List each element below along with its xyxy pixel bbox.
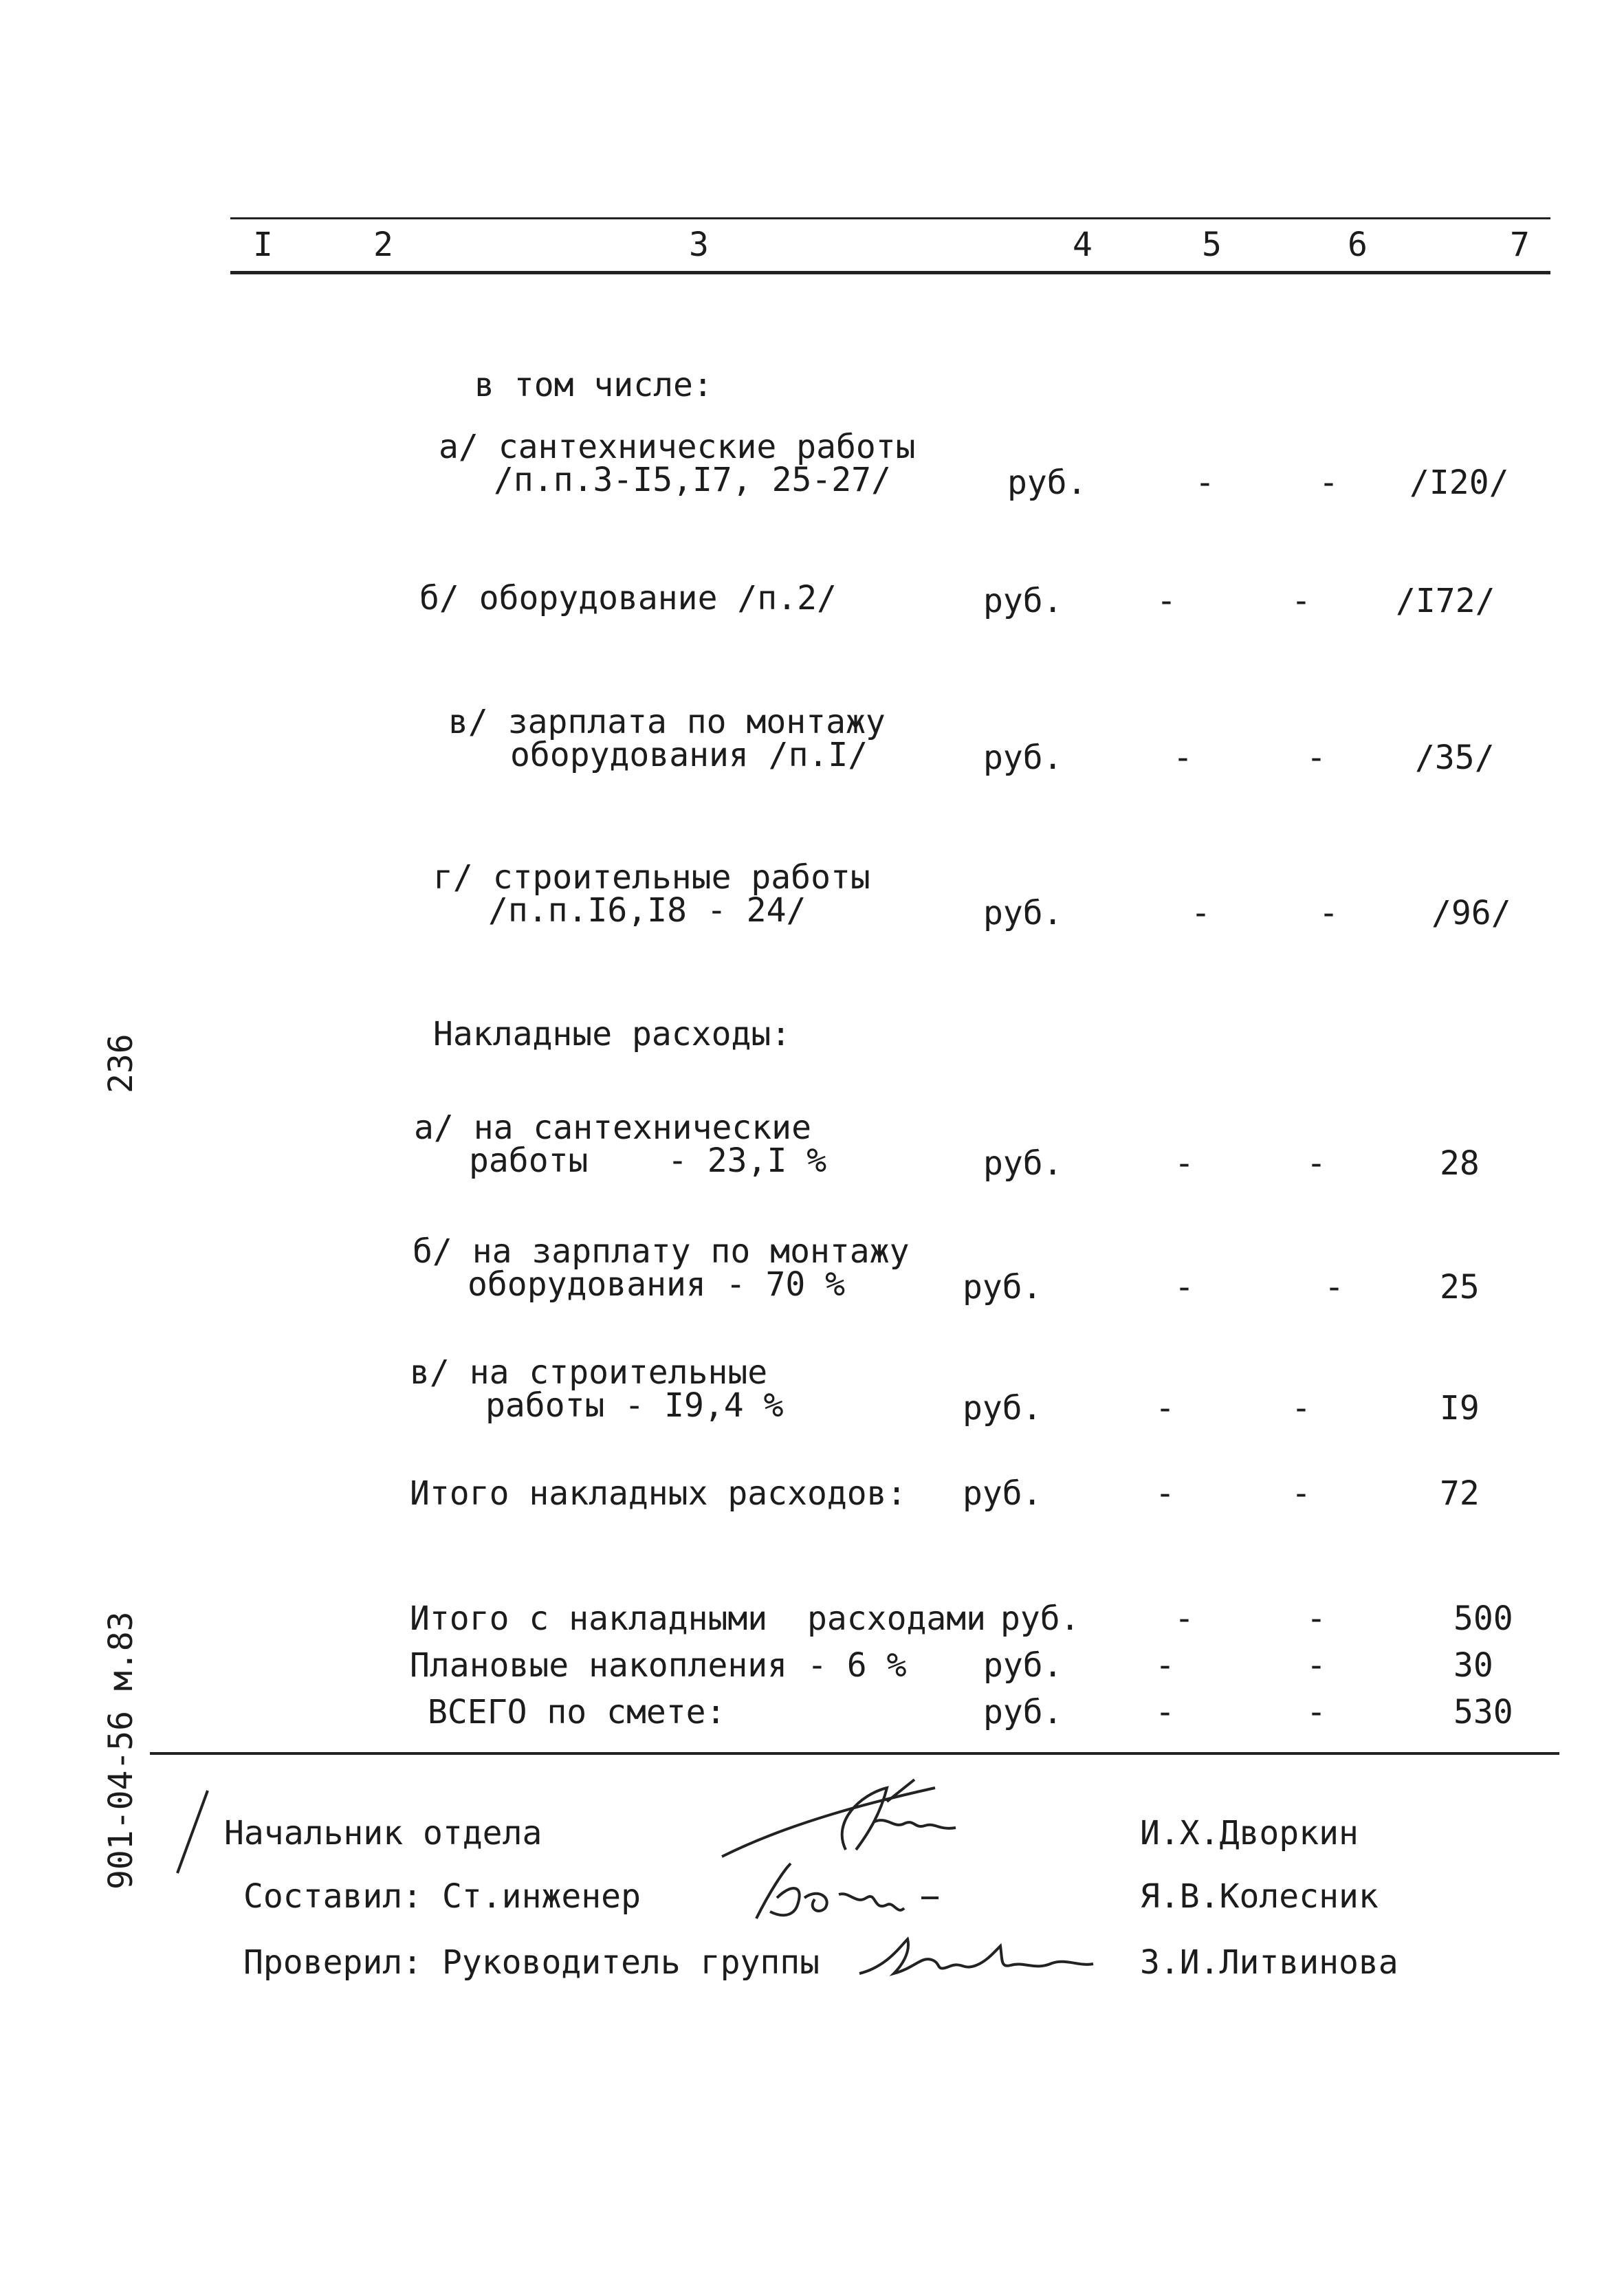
item-col7: 72: [1440, 1474, 1480, 1513]
item-col5: -: [1174, 1144, 1194, 1183]
item-col6: -: [1306, 1599, 1326, 1638]
total-label: Итого с накладными расходами: [410, 1599, 987, 1638]
item-col7: 500: [1453, 1599, 1513, 1638]
column-header-5: 5: [1202, 226, 1222, 264]
column-header-6: 6: [1348, 226, 1368, 264]
totals-bottom-rule: [150, 1752, 1559, 1755]
signature-name: З.И.Литвинова: [1140, 1943, 1398, 1982]
handwritten-signature-head: [708, 1774, 983, 1863]
item-col6: -: [1291, 1474, 1311, 1513]
column-header-7: 7: [1510, 226, 1530, 264]
item-description-line1: в/ зарплата по монтажу: [448, 703, 886, 741]
item-unit: руб.: [983, 1646, 1063, 1685]
margin-page-number: 236: [102, 1034, 140, 1093]
item-col6: -: [1306, 1646, 1326, 1685]
item-unit: руб.: [963, 1389, 1042, 1428]
item-col5: -: [1174, 1599, 1194, 1638]
item-col7: /35/: [1415, 739, 1495, 777]
item-description-line1: в/ на строительные: [410, 1353, 768, 1392]
item-col6: -: [1306, 1693, 1326, 1731]
column-header-4: 4: [1073, 226, 1093, 264]
item-col7: 28: [1440, 1144, 1480, 1183]
item-description-line1: г/ строительные работы: [433, 858, 870, 897]
item-description-line2: /п.п.3-I5,I7, 25-27/: [494, 461, 891, 499]
item-col7: 30: [1453, 1646, 1493, 1685]
signature-role: Начальник отдела: [224, 1814, 542, 1852]
item-col5: -: [1195, 463, 1215, 502]
item-col5: -: [1155, 1693, 1175, 1731]
item-col7: 25: [1440, 1268, 1480, 1307]
item-unit: руб.: [963, 1474, 1042, 1513]
total-label: ВСЕГО по смете:: [428, 1693, 726, 1731]
item-description-line1: а/ на сантехнические: [414, 1108, 811, 1147]
overhead-title: Накладные расходы:: [433, 1015, 791, 1053]
item-description-line2: /п.п.I6,I8 - 24/: [488, 891, 806, 930]
item-description-line1: а/ сантехнические работы: [439, 428, 916, 466]
item-unit: руб.: [1000, 1599, 1080, 1638]
item-col5: -: [1155, 1646, 1175, 1685]
item-unit: руб.: [983, 582, 1063, 620]
item-unit: руб.: [983, 1693, 1063, 1731]
item-col7: /96/: [1431, 894, 1511, 932]
item-unit: руб.: [963, 1268, 1042, 1307]
item-description-line2: оборудования /п.I/: [510, 736, 868, 774]
handwritten-signature-checker: [846, 1925, 1107, 1980]
column-header-3: 3: [689, 226, 709, 264]
item-col7: I9: [1440, 1389, 1480, 1428]
item-unit: руб.: [983, 739, 1063, 777]
item-col5: -: [1173, 739, 1193, 777]
item-col5: -: [1174, 1268, 1194, 1307]
total-label: Плановые накопления - 6 %: [410, 1646, 907, 1685]
signature-name: И.Х.Дворкин: [1140, 1814, 1359, 1852]
handwritten-signature-author: [729, 1857, 976, 1925]
item-col6: -: [1291, 1389, 1311, 1428]
signature-role: Проверил: Руководитель группы: [243, 1943, 820, 1982]
item-col5: -: [1156, 582, 1176, 620]
item-col5: -: [1191, 894, 1211, 932]
item-col5: -: [1155, 1389, 1175, 1428]
overhead-total-label: Итого накладных расходов:: [410, 1474, 907, 1513]
margin-slash-mark: [172, 1788, 213, 1877]
item-col7: /I20/: [1409, 463, 1509, 502]
item-description-line1: б/ оборудование /п.2/: [419, 579, 837, 617]
column-header-2: 2: [373, 226, 393, 264]
margin-doc-code: 901-04-56 м.83: [102, 1611, 140, 1890]
header-top-rule: [230, 217, 1550, 219]
item-unit: руб.: [983, 1144, 1063, 1183]
item-description-line2: работы - I9,4 %: [485, 1386, 784, 1425]
intro-label: в том числе:: [474, 366, 713, 404]
item-unit: руб.: [1007, 463, 1087, 502]
signature-role: Составил: Ст.инженер: [243, 1877, 641, 1916]
signature-name: Я.В.Колесник: [1140, 1877, 1379, 1916]
item-description-line2: работы - 23,I %: [469, 1141, 827, 1180]
item-col6: -: [1319, 463, 1339, 502]
item-description-line2: оборудования - 70 %: [468, 1265, 846, 1304]
item-unit: руб.: [983, 894, 1063, 932]
item-col7: 530: [1453, 1693, 1513, 1731]
item-col7: /I72/: [1396, 582, 1495, 620]
item-col6: -: [1291, 582, 1311, 620]
header-bottom-rule: [230, 271, 1550, 274]
item-col6: -: [1306, 739, 1326, 777]
item-col6: -: [1324, 1268, 1344, 1307]
item-col5: -: [1155, 1474, 1175, 1513]
item-col6: -: [1306, 1144, 1326, 1183]
item-description-line1: б/ на зарплату по монтажу: [413, 1232, 910, 1271]
item-col6: -: [1319, 894, 1339, 932]
column-header-1: I: [253, 226, 273, 264]
